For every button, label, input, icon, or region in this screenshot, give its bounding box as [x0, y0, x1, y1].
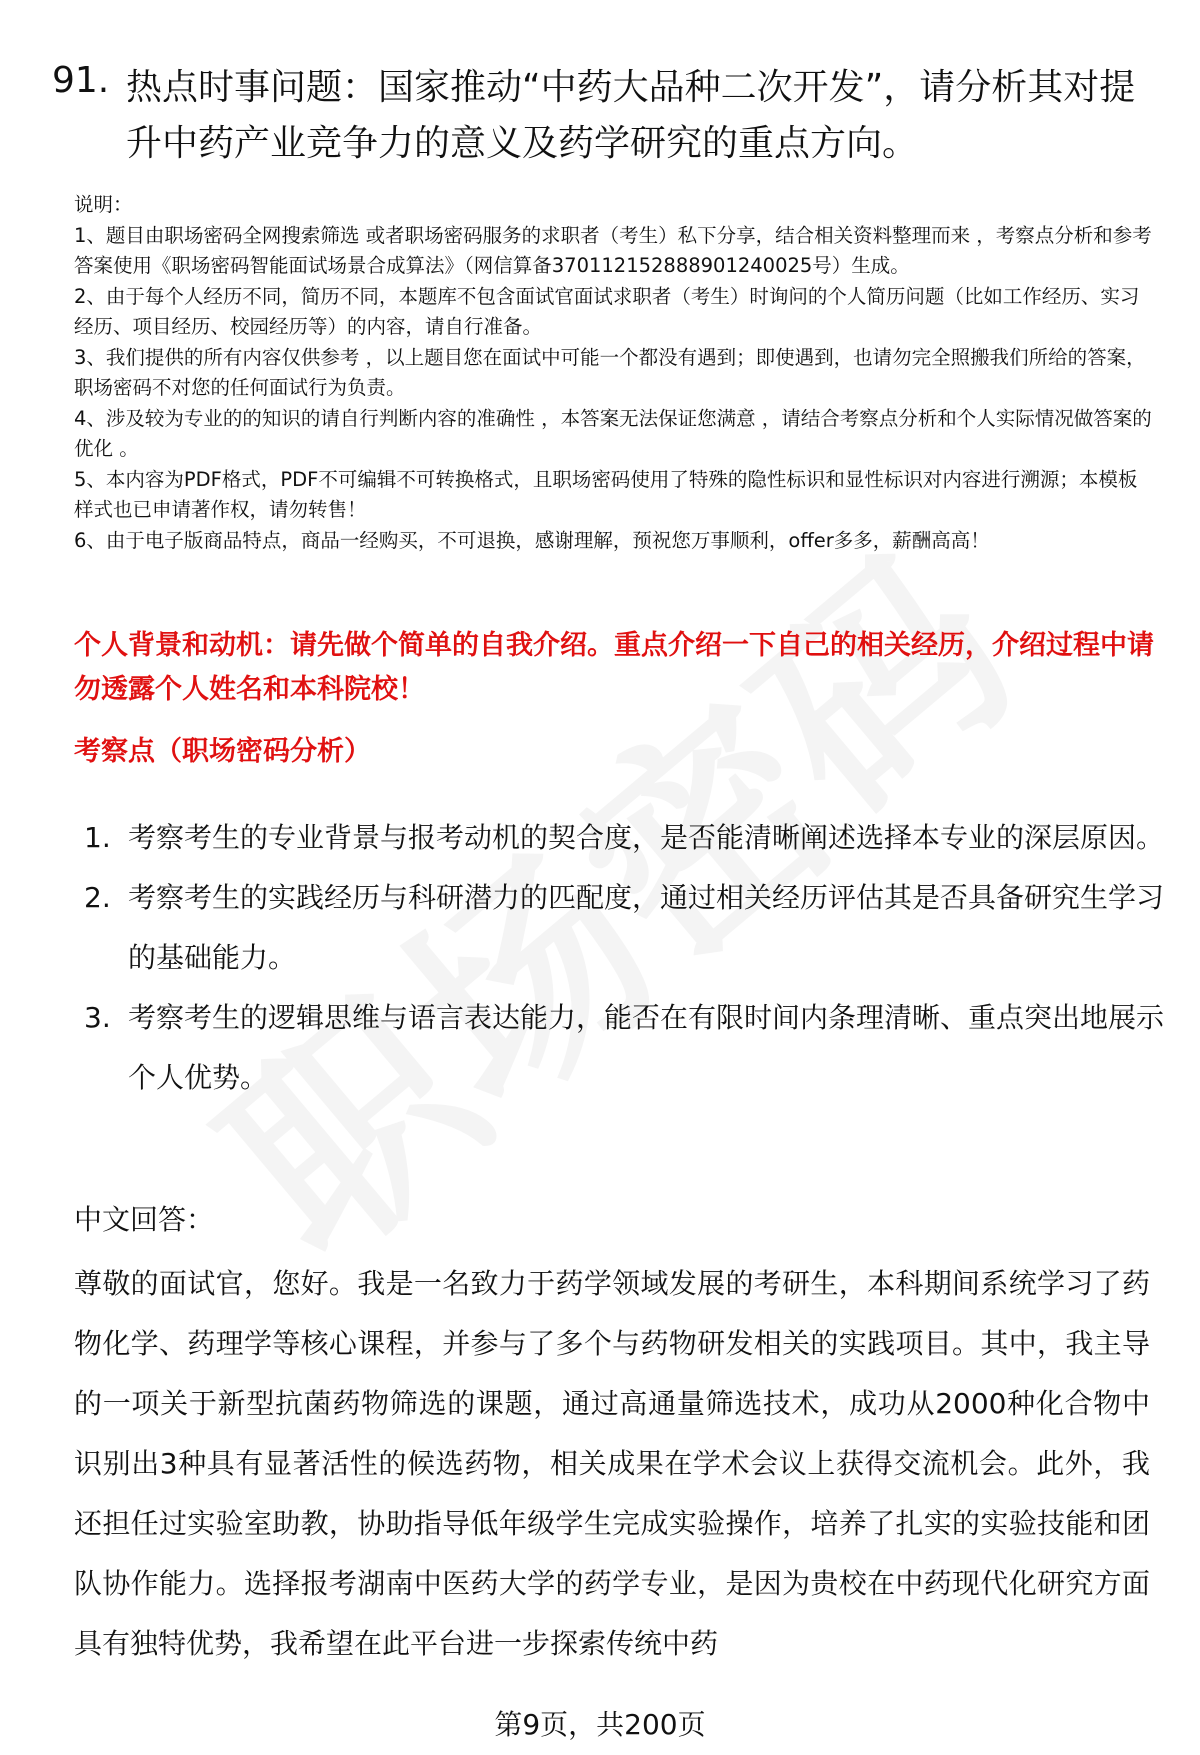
background-heading: 个人背景和动机：请先做个简单的自我介绍。重点介绍一下自己的相关经历，介绍过程中请勿透露个人姓名和本科院校！ [74, 630, 1154, 705]
answer-label: 中文回答： [74, 1203, 215, 1236]
exam-point-number: 1. [84, 821, 111, 854]
exam-point-number: 3. [84, 1001, 111, 1034]
exam-point-text: 考察考生的实践经历与科研潜力的匹配度，通过相关经历评估其是否具备研究生学习的基础能力。 [128, 881, 1165, 974]
note-item: 5、本内容为PDF格式，PDF不可编辑不可转换格式，且职场密码使用了特殊的隐性标识和显性标识对内容进行溯源；本模板样式也已申请著作权，请勿转售！ [74, 467, 1138, 521]
note-item: 2、由于每个人经历不同，简历不同，本题库不包含面试官面试求职者（考生）时询问的个人简历问题（比如工作经历、实习经历、项目经历、校园经历等）的内容，请自行准备。 [74, 284, 1140, 338]
notes-title: 说明： [74, 193, 133, 216]
note-item: 6、由于电子版商品特点，商品一经购买，不可退换，感谢理解，预祝您万事顺利，offer多多，薪酬高高！ [74, 528, 990, 552]
note-item: 4、涉及较为专业的的知识的请自行判断内容的准确性 ，本答案无法保证您满意 ，请结合考察点分析和个人实际情况做答案的优化 。 [74, 406, 1152, 460]
exam-point-item [74, 808, 1164, 868]
exam-point-item [74, 868, 1164, 988]
exam-point-text: 考察考生的逻辑思维与语言表达能力，能否在有限时间内条理清晰、重点突出地展示个人优势。 [128, 1001, 1165, 1094]
exam-points-heading: 考察点（职场密码分析） [74, 736, 371, 767]
exam-point-item [74, 988, 1164, 1108]
answer-text: 尊敬的面试官，您好。我是一名致力于药学领域发展的考研生，本科期间系统学习了药物化学、药理学等核心课程，并参与了多个与药物研发相关的实践项目。其中，我主导的一项关于新型抗菌药物筛选的课题，通过高通量筛选技术，成功从2000种化合物中识别出3种具有显著活性的候选药物，相关成果在学术会议上获得交流机会。此外，我还担任过实验室助教，协助指导低年级学生完成实验操作，培养了扎实的实验技能和团队协作能力。选择报考湖南中医药大学的药学专业，是因为贵校在中药现代化研究方面具有独特优势，我希望在此平台进一步探索传统中药 [74, 1267, 1150, 1660]
exam-point-number: 2. [84, 881, 111, 914]
exam-point-text: 考察考生的专业背景与报考动机的契合度，是否能清晰阐述选择本专业的深层原因。 [128, 821, 1165, 854]
exam-points-list [74, 808, 1164, 1108]
question-number: 91. [52, 60, 110, 101]
question-text: 热点时事问题：国家推动“中药大品种二次开发”，请分析其对提升中药产业竞争力的意义及药学研究的重点方向。 [126, 67, 1136, 164]
notes-section [74, 190, 1154, 556]
note-item: 1、题目由职场密码全网搜索筛选 或者职场密码服务的求职者（考生）私下分享，结合相关资料整理而来 ，考察点分析和参考答案使用《职场密码智能面试场景合成算法》（网信算备370112152888901240025号）生成。 [74, 223, 1152, 277]
page-footer: 第9页，共200页 [494, 1708, 706, 1741]
note-item: 3、我们提供的所有内容仅供参考 ，以上题目您在面试中可能一个都没有遇到；即使遇到，也请勿完全照搬我们所给的答案，职场密码不对您的任何面试行为负责。 [74, 345, 1146, 399]
